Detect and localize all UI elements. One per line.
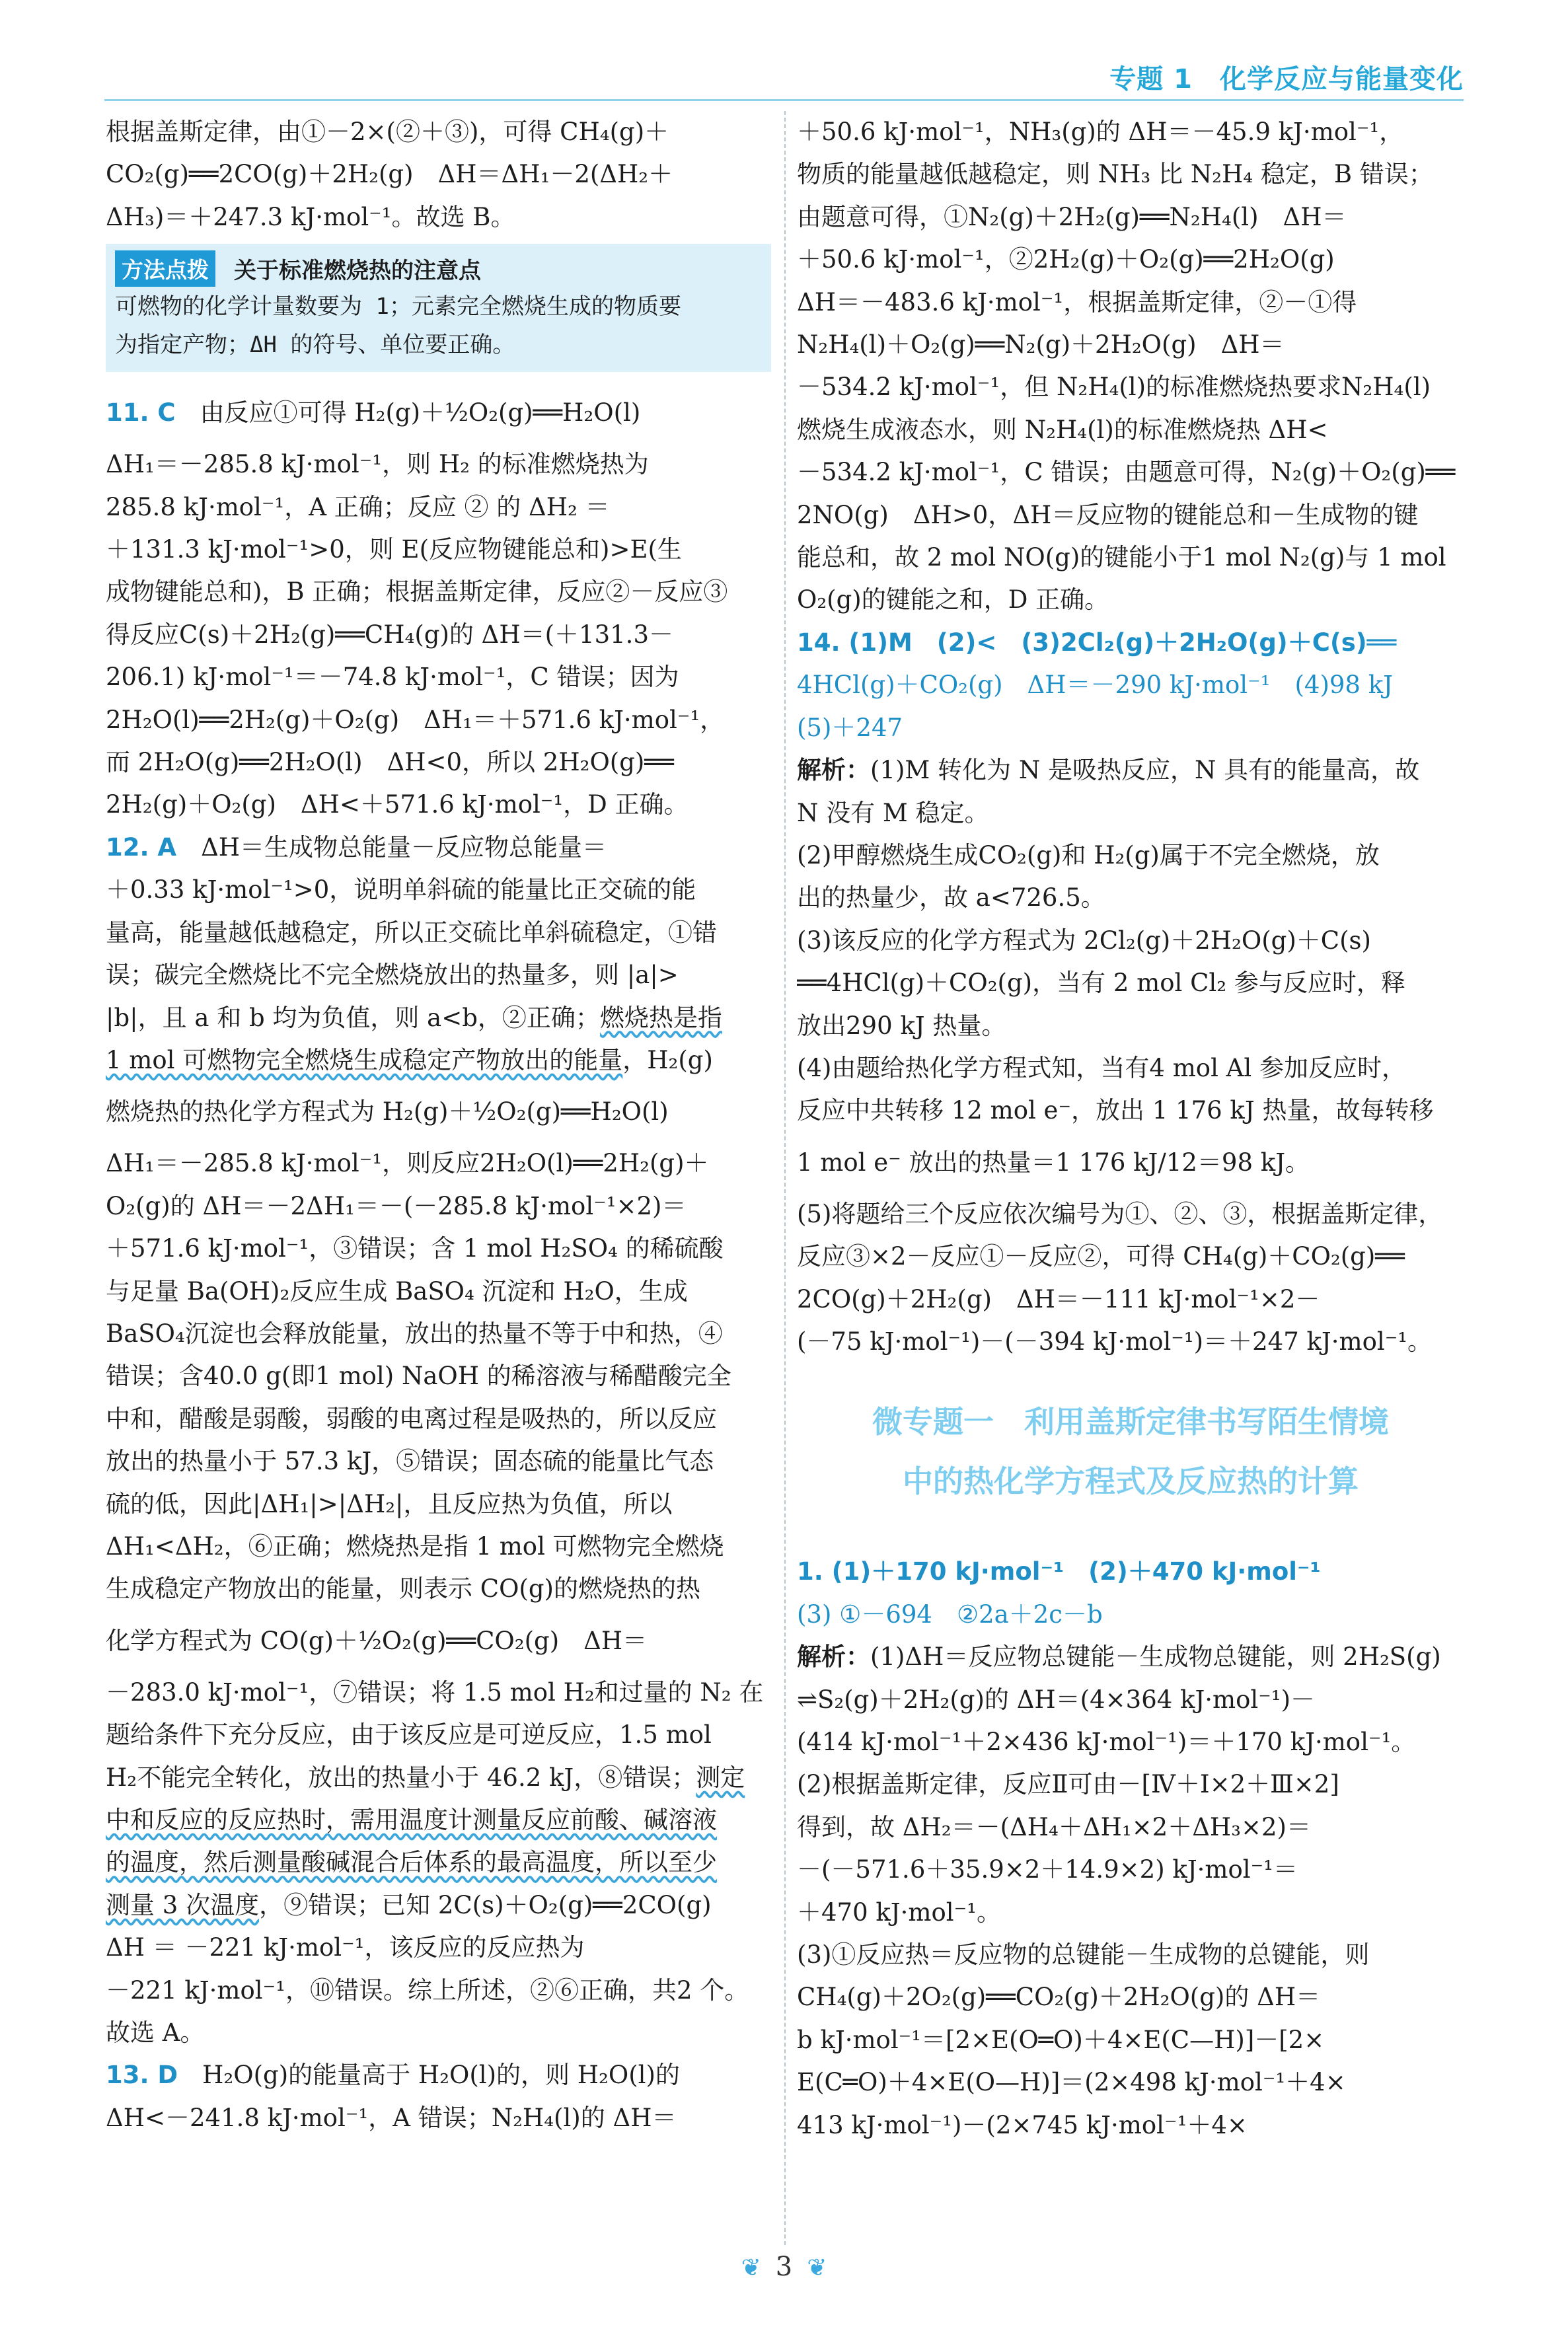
- text-line: (414 kJ·mol⁻¹＋2×436 kJ·mol⁻¹)＝＋170 kJ·mol⁻¹。: [797, 1728, 1416, 1756]
- text-line: (5)将题给三个反应依次编号为①、②、③，根据盖斯定律，: [797, 1199, 1443, 1228]
- text-line: ＋50.6 kJ·mol⁻¹，②2H₂(g)＋O₂(g)══2H₂O(g): [797, 245, 1335, 274]
- text-line: 2H₂O(l)══2H₂(g)＋O₂(g) ΔH₁＝＋571.6 kJ·mol⁻¹，: [106, 705, 725, 734]
- text-line: 而 2H₂O(g)══2H₂O(l) ΔH<0，所以 2H₂O(g)══: [106, 748, 674, 777]
- text-line: 413 kJ·mol⁻¹)－(2×745 kJ·mol⁻¹＋4×: [797, 2110, 1248, 2139]
- wavy-underlined-text: 的温度，然后测量酸碱混合后体系的最高温度，所以至少: [106, 1848, 717, 1877]
- text-line: O₂(g)的键能之和，D 正确。: [797, 585, 1109, 614]
- text-line: 题给条件下充分反应，由于该反应是可逆反应，1.5 mol: [106, 1720, 712, 1750]
- tip-text: 可燃物的化学计量数要为 1；元素完全燃烧生成的物质要: [115, 293, 681, 320]
- text-line: (4)由题给热化学方程式知，当有4 mol Al 参加反应时，: [797, 1053, 1406, 1082]
- text-line: 285.8 kJ·mol⁻¹，A 正确；反应 ② 的 ΔH₂ ＝: [106, 492, 610, 521]
- text-line: 1 mol e⁻ 放出的热量＝1 176 kJ/12＝98 kJ。: [797, 1148, 1310, 1177]
- text-line: 反应③×2－反应①－反应②，可得 CH₄(g)＋CO₂(g)══: [797, 1242, 1405, 1271]
- text-line: ΔH₁<ΔH₂，⑥正确；燃烧热是指 1 mol 可燃物完全燃烧: [106, 1532, 724, 1561]
- tip-badge: 方法点拨: [115, 250, 215, 287]
- text-line: 生成稳定产物放出的能量，则表示 CO(g)的燃烧热的热: [106, 1574, 700, 1604]
- text-line: (2)甲醇燃烧生成CO₂(g)和 H₂(g)属于不完全燃烧，放: [797, 840, 1380, 869]
- text-line: 物质的能量越低越稳定，则 NH₃ 比 N₂H₄ 稳定，B 错误；: [797, 160, 1433, 189]
- wavy-underlined-text: 测定: [696, 1763, 745, 1792]
- q1-answer-line: 1. (1)＋170 kJ·mol⁻¹ (2)＋470 kJ·mol⁻¹: [797, 1557, 1321, 1586]
- text-line: [106, 1799, 771, 1841]
- header-title: 专题 1 化学反应与能量变化: [1109, 64, 1464, 94]
- text-line: 放出的热量小于 57.3 kJ，⑤错误；固态硫的能量比气态: [106, 1447, 714, 1476]
- text-line: 能总和，故 2 mol NO(g)的键能小于1 mol N₂(g)与 1 mol: [797, 543, 1446, 572]
- q11-first-line: [106, 383, 771, 443]
- text-line: 成物键能总和)，B 正确；根据盖斯定律，反应②－反应③: [106, 577, 728, 607]
- text-line: (3)该反应的化学方程式为 2Cl₂(g)＋2H₂O(g)＋C(s): [797, 926, 1371, 955]
- text-span: (1)ΔH＝反应物总键能－生成物总键能，则 2H₂S(g): [870, 1642, 1441, 1672]
- text-line: 由题意可得，①N₂(g)＋2H₂(g)══N₂H₄(l) ΔH＝: [797, 202, 1347, 231]
- text-line: ＋50.6 kJ·mol⁻¹，NH₃(g)的 ΔH＝－45.9 kJ·mol⁻¹，: [797, 118, 1404, 146]
- text-line: (3)①反应热＝反应物的总键能－生成物的总键能，则: [797, 1940, 1370, 1970]
- text-line: 2H₂(g)＋O₂(g) ΔH<＋571.6 kJ·mol⁻¹，D 正确。: [106, 790, 689, 819]
- text-line: －221 kJ·mol⁻¹，⑩错误。综上所述，②⑥正确，共2 个。: [106, 1975, 749, 2005]
- text-line: ＋0.33 kJ·mol⁻¹>0，说明单斜硫的能量比正交硫的能: [106, 875, 696, 904]
- text-line: ΔH₃)＝＋247.3 kJ·mol⁻¹。故选 B。: [106, 202, 515, 231]
- text-line: [106, 1884, 771, 1927]
- text-line: b kJ·mol⁻¹＝[2×E(O═O)＋4×E(C—H)]－[2×: [797, 2025, 1325, 2054]
- text-line: 得到，故 ΔH₂＝－(ΔH₄＋ΔH₁×2＋ΔH₃×2)＝: [797, 1812, 1311, 1841]
- tip-text: 为指定产物；ΔH 的符号、单位要正确。: [115, 332, 515, 359]
- text-line: 燃烧生成液态水，则 N₂H₄(l)的标准燃烧热 ΔH<: [797, 415, 1328, 444]
- text-line: ⇌S₂(g)＋2H₂(g)的 ΔH＝(4×364 kJ·mol⁻¹)－: [797, 1685, 1316, 1714]
- text-line: 206.1) kJ·mol⁻¹＝－74.8 kJ·mol⁻¹，C 错误；因为: [106, 663, 679, 692]
- text-line: －534.2 kJ·mol⁻¹，但 N₂H₄(l)的标准燃烧热要求N₂H₄(l): [797, 373, 1431, 402]
- header-rule: [104, 99, 1464, 101]
- text-line: 根据盖斯定律，由①－2×(②＋③)，可得 CH₄(g)＋: [106, 118, 669, 146]
- wavy-underlined-text: 1 mol 可燃物完全燃烧生成稳定产物放出的能量: [106, 1045, 623, 1074]
- text-line: ＋131.3 kJ·mol⁻¹>0，则 E(反应物键能总和)>E(生: [106, 535, 682, 564]
- q1-answer-line: (3) ①－694 ②2a＋2c－b: [797, 1600, 1103, 1629]
- text-line: 得反应C(s)＋2H₂(g)══CH₄(g)的 ΔH＝(＋131.3－: [106, 620, 673, 649]
- q14-answer-line: (5)＋247: [797, 713, 903, 742]
- wavy-underlined-text: 中和反应的反应热时，需用温度计测量反应前酸、碱溶液: [106, 1806, 717, 1834]
- text-line: 量高，能量越低越稳定，所以正交硫比单斜硫稳定，①错: [106, 918, 717, 947]
- text-span: ΔH＝生成物总能量－反应物总能量＝: [201, 832, 607, 862]
- analysis-label: 解析：: [797, 756, 870, 785]
- text-line: 硫的低，因此|ΔH₁|>|ΔH₂|，且反应热为负值，所以: [106, 1489, 673, 1518]
- text-line: ══4HCl(g)＋CO₂(g)，当有 2 mol Cl₂ 参与反应时，释: [797, 969, 1405, 998]
- text-line: 2NO(g) ΔH>0，ΔH＝反应物的键能总和－生成物的键: [797, 500, 1419, 529]
- text-line: 反应中共转移 12 mol e⁻，放出 1 176 kJ 热量，故每转移: [797, 1096, 1434, 1125]
- text-span: H₂不能完全转化，放出的热量小于 46.2 kJ，⑧错误；: [106, 1763, 696, 1792]
- text-line: ΔH<－241.8 kJ·mol⁻¹，A 错误；N₂H₄(l)的 ΔH＝: [106, 2103, 677, 2132]
- text-line: －(－571.6＋35.9×2＋14.9×2) kJ·mol⁻¹＝: [797, 1855, 1298, 1884]
- text-line: 故选 A。: [106, 2018, 205, 2048]
- right-column: [797, 111, 1464, 2147]
- text-span: (1)M 转化为 N 是吸热反应，N 具有的能量高，故: [870, 756, 1420, 785]
- q13-first-line: [106, 2054, 771, 2096]
- text-line: 误；碳完全燃烧比不完全燃烧放出的热量多，则 |a|>: [106, 961, 679, 990]
- text-line: 2CO(g)＋2H₂(g) ΔH＝－111 kJ·mol⁻¹×2－: [797, 1284, 1320, 1313]
- text-line: 出的热量少，故 a<726.5。: [797, 883, 1105, 912]
- text-line: E(C═O)＋4×E(O—H)]＝(2×498 kJ·mol⁻¹＋4×: [797, 2068, 1346, 2097]
- q12-first-line: [106, 827, 771, 869]
- text-line: [106, 997, 771, 1039]
- wavy-underlined-text: 燃烧热是指: [599, 1003, 722, 1032]
- text-line: CO₂(g)══2CO(g)＋2H₂(g) ΔH＝ΔH₁－2(ΔH₂＋: [106, 160, 673, 189]
- text-line: [106, 1841, 771, 1884]
- text-line: 燃烧热的热化学方程式为 H₂(g)＋½O₂(g)══H₂O(l): [106, 1097, 669, 1126]
- text-line: ＋470 kJ·mol⁻¹。: [797, 1898, 1001, 1927]
- text-line: 与足量 Ba(OH)₂反应生成 BaSO₄ 沉淀和 H₂O，生成: [106, 1276, 688, 1306]
- text-line: [106, 1757, 771, 1799]
- text-line: 错误；含40.0 g(即1 mol) NaOH 的稀溶液与稀醋酸完全: [106, 1362, 731, 1391]
- q14-answer-line: 14. (1)M (2)< (3)2Cl₂(g)＋2H₂O(g)＋C(s)══: [797, 628, 1397, 657]
- text-line: 中和，醋酸是弱酸，弱酸的电离过程是吸热的，所以反应: [106, 1404, 717, 1433]
- leaf-icon: ❦: [741, 2254, 761, 2281]
- analysis-label: 解析：: [797, 1642, 870, 1672]
- answer-label: 12. A: [106, 832, 177, 862]
- text-line: －534.2 kJ·mol⁻¹，C 错误；由题意可得，N₂(g)＋O₂(g)══: [797, 458, 1456, 487]
- text-line: (－75 kJ·mol⁻¹)－(－394 kJ·mol⁻¹)＝＋247 kJ·mol⁻¹。: [797, 1327, 1433, 1356]
- page-footer: [0, 2252, 1568, 2282]
- answer-label: 11. C: [106, 398, 176, 427]
- text-line: [106, 1039, 771, 1082]
- text-line: ΔH ＝ －221 kJ·mol⁻¹，该反应的反应热为: [106, 1933, 585, 1962]
- analysis-first-line: [797, 749, 1464, 792]
- answer-label: 13. D: [106, 2061, 178, 2090]
- text-line: CH₄(g)＋2O₂(g)══CO₂(g)＋2H₂O(g)的 ΔH＝: [797, 1983, 1321, 2012]
- leaf-icon: ❦: [807, 2254, 827, 2281]
- text-line: ΔH＝－483.6 kJ·mol⁻¹，根据盖斯定律，②－①得: [797, 287, 1357, 316]
- q14-answer-line: 4HCl(g)＋CO₂(g) ΔH＝－290 kJ·mol⁻¹ (4)98 kJ: [797, 671, 1393, 700]
- wavy-underlined-text: 测量 3 次温度: [106, 1890, 260, 1919]
- text-line: －283.0 kJ·mol⁻¹，⑦错误；将 1.5 mol H₂和过量的 N₂ 在: [106, 1678, 764, 1707]
- text-span: |b|，且 a 和 b 均为负值，则 a<b，②正确；: [106, 1003, 600, 1032]
- text-line: BaSO₄沉淀也会释放能量，放出的热量不等于中和热，④: [106, 1319, 723, 1348]
- page-number: 3: [775, 2252, 793, 2282]
- text-line: ＋571.6 kJ·mol⁻¹，③错误；含 1 mol H₂SO₄ 的稀硫酸: [106, 1234, 724, 1263]
- text-line: ΔH₁＝－285.8 kJ·mol⁻¹，则反应2H₂O(l)══2H₂(g)＋: [106, 1149, 709, 1178]
- micro-topic-heading: [797, 1363, 1464, 1551]
- tip-title: 关于标准燃烧热的注意点: [234, 257, 481, 284]
- text-line: (2)根据盖斯定律，反应Ⅱ可由－[Ⅳ＋Ⅰ×2＋Ⅲ×2]: [797, 1770, 1339, 1799]
- topic-title-line: 中的热化学方程式及反应热的计算: [903, 1463, 1359, 1500]
- text-line: 放出290 kJ 热量。: [797, 1011, 1006, 1040]
- text-line: N 没有 M 稳定。: [797, 798, 989, 827]
- method-tip-box: [106, 244, 771, 372]
- text-line: ΔH₁＝－285.8 kJ·mol⁻¹，则 H₂ 的标准燃烧热为: [106, 450, 649, 479]
- analysis-first-line: [797, 1636, 1464, 1678]
- topic-title-line: 微专题一 利用盖斯定律书写陌生情境: [872, 1404, 1389, 1440]
- text-line: 化学方程式为 CO(g)＋½O₂(g)══CO₂(g) ΔH＝: [106, 1626, 648, 1655]
- text-span: H₂O(g)的能量高于 H₂O(l)的，则 H₂O(l)的: [202, 2061, 680, 2090]
- text-span: ，H₂(g): [622, 1045, 713, 1074]
- left-column: [106, 111, 771, 2139]
- text-span: ，⑨错误；已知 2C(s)＋O₂(g)══2CO(g): [259, 1890, 712, 1919]
- text-line: O₂(g)的 ΔH＝－2ΔH₁＝－(－285.8 kJ·mol⁻¹×2)＝: [106, 1191, 687, 1220]
- text-line: N₂H₄(l)＋O₂(g)══N₂(g)＋2H₂O(g) ΔH＝: [797, 330, 1285, 359]
- text-span: 由反应①可得 H₂(g)＋½O₂(g)══H₂O(l): [200, 398, 641, 427]
- column-divider: [784, 111, 786, 2245]
